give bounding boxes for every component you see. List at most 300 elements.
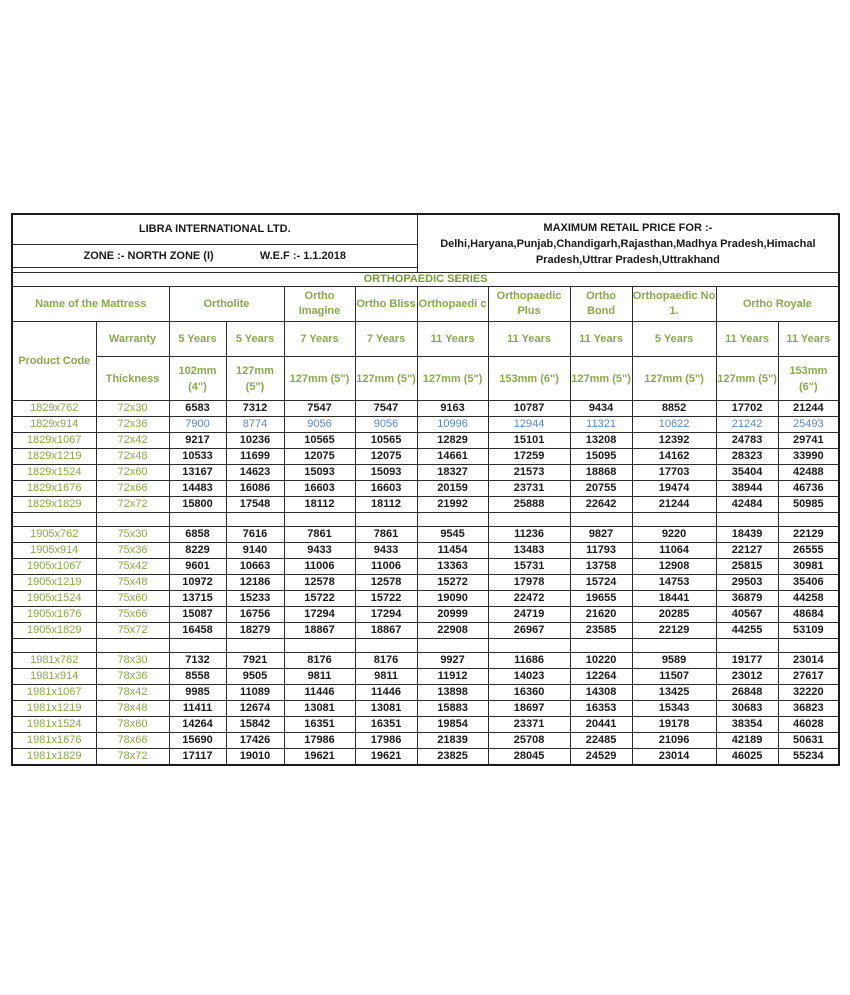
size-cell: 75x30 [96,527,169,543]
price-cell: 9056 [355,417,417,433]
table-row [12,685,839,701]
spacer-cell [716,639,778,653]
price-cell: 40567 [716,607,778,623]
price-cell: 16603 [284,481,355,497]
price-cell: 10787 [488,401,570,417]
price-cell: 20159 [417,481,488,497]
price-cell: 13081 [284,701,355,717]
price-cell: 14264 [169,717,226,733]
price-cell: 19474 [632,481,716,497]
size-cell: 72x30 [96,401,169,417]
price-cell: 17986 [284,733,355,749]
price-cell: 24529 [570,749,632,766]
price-cell: 30981 [778,559,839,575]
price-cell: 17986 [355,733,417,749]
spacer-cell [169,513,226,527]
price-cell: 7616 [226,527,284,543]
price-cell: 25708 [488,733,570,749]
price-cell: 8558 [169,669,226,685]
spacer-cell [355,639,417,653]
price-cell: 20999 [417,607,488,623]
price-cell: 25493 [778,417,839,433]
price-cell: 8852 [632,401,716,417]
price-cell: 11411 [169,701,226,717]
price-cell: 11686 [488,653,570,669]
price-cell: 16353 [570,701,632,717]
table-row [12,481,839,497]
spacer-cell [632,513,716,527]
size-cell: 72x60 [96,465,169,481]
price-cell: 9056 [284,417,355,433]
price-cell: 55234 [778,749,839,766]
price-cell: 14162 [632,449,716,465]
price-cell: 6583 [169,401,226,417]
price-cell: 18441 [632,591,716,607]
product-name: Orthopaedic No 1. [632,287,716,322]
price-cell: 20285 [632,607,716,623]
warranty-cell: 11 Years [417,322,488,357]
price-cell: 15095 [570,449,632,465]
price-cell: 13898 [417,685,488,701]
price-cell: 27617 [778,669,839,685]
size-cell: 78x60 [96,717,169,733]
zone-info [12,245,417,268]
price-cell: 13363 [417,559,488,575]
table-row [12,607,839,623]
thickness-cell: 127mm (5") [417,357,488,401]
warranty-cell: 11 Years [488,322,570,357]
price-cell: 11236 [488,527,570,543]
price-cell: 24783 [716,433,778,449]
price-cell: 23014 [778,653,839,669]
size-cell: 72x72 [96,497,169,513]
price-cell: 15731 [488,559,570,575]
size-cell: 78x36 [96,669,169,685]
price-cell: 11793 [570,543,632,559]
price-cell: 10996 [417,417,488,433]
price-cell: 12186 [226,575,284,591]
price-cell: 21096 [632,733,716,749]
price-cell: 12392 [632,433,716,449]
product-name: Ortho Bond [570,287,632,322]
price-cell: 7900 [169,417,226,433]
price-cell: 19090 [417,591,488,607]
price-cell: 17259 [488,449,570,465]
price-cell: 15093 [355,465,417,481]
price-cell: 7861 [284,527,355,543]
price-cell: 15087 [169,607,226,623]
size-cell: 75x60 [96,591,169,607]
table-row [12,653,839,669]
price-cell: 17117 [169,749,226,766]
price-cell: 25888 [488,497,570,513]
spacer-cell [488,513,570,527]
price-cell: 11699 [226,449,284,465]
price-cell: 14623 [226,465,284,481]
thickness-cell: 127mm (5") [355,357,417,401]
price-cell: 19655 [570,591,632,607]
product-name: Orthopaedic Plus [488,287,570,322]
product-name: Ortholite [169,287,284,322]
size-cell: 75x42 [96,559,169,575]
price-cell: 9433 [355,543,417,559]
product-code-cell: 1905x762 [12,527,96,543]
price-cell: 13208 [570,433,632,449]
spacer-cell [284,513,355,527]
price-cell: 22642 [570,497,632,513]
price-cell: 23825 [417,749,488,766]
price-cell: 9545 [417,527,488,543]
product-code-cell: 1981x1524 [12,717,96,733]
price-cell: 19854 [417,717,488,733]
thickness-cell: 153mm (6") [778,357,839,401]
size-cell: 78x48 [96,701,169,717]
price-cell: 26555 [778,543,839,559]
price-cell: 11446 [284,685,355,701]
price-cell: 11064 [632,543,716,559]
price-cell: 15093 [284,465,355,481]
thickness-cell: 127mm (5") [632,357,716,401]
price-cell: 22129 [778,527,839,543]
price-cell: 15724 [570,575,632,591]
price-cell: 12264 [570,669,632,685]
price-cell: 50631 [778,733,839,749]
size-cell: 72x42 [96,433,169,449]
thickness-cell: 127mm (5") [570,357,632,401]
price-cell: 18867 [284,623,355,639]
price-cell: 22127 [716,543,778,559]
price-cell: 11089 [226,685,284,701]
price-cell: 19621 [284,749,355,766]
product-code-cell: 1905x1524 [12,591,96,607]
price-cell: 13167 [169,465,226,481]
price-cell: 8176 [355,653,417,669]
price-cell: 38354 [716,717,778,733]
price-cell: 9589 [632,653,716,669]
price-cell: 17702 [716,401,778,417]
price-cell: 19621 [355,749,417,766]
price-cell: 50985 [778,497,839,513]
warranty-cell: 11 Years [716,322,778,357]
price-cell: 21244 [778,401,839,417]
spacer-cell [417,513,488,527]
price-cell: 29741 [778,433,839,449]
price-cell: 14661 [417,449,488,465]
price-cell: 9927 [417,653,488,669]
table-row [12,733,839,749]
price-cell: 17426 [226,733,284,749]
price-cell: 22908 [417,623,488,639]
price-cell: 12578 [355,575,417,591]
price-cell: 17294 [355,607,417,623]
price-cell: 22472 [488,591,570,607]
product-code-header: Product Code [12,322,96,401]
price-cell: 15883 [417,701,488,717]
price-cell: 17548 [226,497,284,513]
thickness-cell: 127mm (5") [284,357,355,401]
price-cell: 11912 [417,669,488,685]
price-cell: 42484 [716,497,778,513]
price-cell: 18867 [355,623,417,639]
table-row [12,497,839,513]
product-code-cell: 1829x1067 [12,433,96,449]
price-cell: 9811 [355,669,417,685]
price-cell: 13425 [632,685,716,701]
product-name: Ortho Royale [716,287,839,322]
price-cell: 12075 [355,449,417,465]
price-cell: 14753 [632,575,716,591]
spacer-cell [284,639,355,653]
price-cell: 7547 [284,401,355,417]
table-row [12,717,839,733]
size-cell: 72x36 [96,417,169,433]
table-row [12,559,839,575]
price-cell: 10622 [632,417,716,433]
price-cell: 11454 [417,543,488,559]
size-cell: 78x42 [96,685,169,701]
zone-label: ZONE :- NORTH ZONE (I) [83,249,214,262]
price-cell: 22129 [632,623,716,639]
price-cell: 14023 [488,669,570,685]
price-cell: 9601 [169,559,226,575]
table-row [12,669,839,685]
warranty-cell: 11 Years [570,322,632,357]
spacer-cell [169,639,226,653]
price-cell: 17978 [488,575,570,591]
price-cell: 21992 [417,497,488,513]
price-cell: 18868 [570,465,632,481]
mrp-header [417,214,839,273]
spacer-cell [570,513,632,527]
warranty-cell: 7 Years [284,322,355,357]
spacer-row [12,639,839,653]
price-cell: 30683 [716,701,778,717]
price-cell: 21573 [488,465,570,481]
price-cell: 21242 [716,417,778,433]
spacer-cell [417,639,488,653]
price-cell: 7861 [355,527,417,543]
product-code-cell: 1905x1219 [12,575,96,591]
price-cell: 8229 [169,543,226,559]
price-cell: 17703 [632,465,716,481]
price-cell: 28045 [488,749,570,766]
name-header: Name of the Mattress [12,287,169,322]
price-cell: 7312 [226,401,284,417]
price-cell: 28323 [716,449,778,465]
price-cell: 10220 [570,653,632,669]
price-cell: 18279 [226,623,284,639]
price-cell: 13715 [169,591,226,607]
spacer-cell [778,513,839,527]
size-cell: 75x72 [96,623,169,639]
product-code-cell: 1905x914 [12,543,96,559]
price-cell: 8176 [284,653,355,669]
product-code-cell: 1981x762 [12,653,96,669]
product-code-cell: 1981x914 [12,669,96,685]
price-cell: 8774 [226,417,284,433]
price-cell: 11446 [355,685,417,701]
product-code-cell: 1905x1067 [12,559,96,575]
price-cell: 44258 [778,591,839,607]
price-cell: 46736 [778,481,839,497]
price-cell: 12944 [488,417,570,433]
price-cell: 7547 [355,401,417,417]
price-cell: 23731 [488,481,570,497]
thickness-cell: 102mm (4") [169,357,226,401]
spacer-cell [778,639,839,653]
price-cell: 15690 [169,733,226,749]
size-cell: 72x66 [96,481,169,497]
spacer-cell [226,639,284,653]
price-cell: 10236 [226,433,284,449]
price-cell: 38944 [716,481,778,497]
price-cell: 11006 [284,559,355,575]
price-cell: 12674 [226,701,284,717]
price-cell: 10663 [226,559,284,575]
spacer-cell [488,639,570,653]
size-cell: 72x48 [96,449,169,465]
price-cell: 21839 [417,733,488,749]
price-cell: 7132 [169,653,226,669]
product-code-cell: 1981x1829 [12,749,96,766]
mrp-regions: Delhi,Haryana,Punjab,Chandigarh,Rajasthan,Madhya Pradesh,Himachal Pradesh,Uttrar Pradesh,Uttrakhand [440,237,816,266]
product-code-cell: 1829x1829 [12,497,96,513]
price-cell: 32220 [778,685,839,701]
product-code-cell: 1829x914 [12,417,96,433]
table-row [12,433,839,449]
table-row [12,401,839,417]
price-list-table [11,213,840,766]
price-cell: 20755 [570,481,632,497]
mrp-title: MAXIMUM RETAIL PRICE FOR :- [543,221,713,234]
price-cell: 18439 [716,527,778,543]
product-code-cell: 1829x1219 [12,449,96,465]
table-row [12,575,839,591]
price-cell: 18327 [417,465,488,481]
product-code-cell: 1905x1676 [12,607,96,623]
warranty-cell: 5 Years [226,322,284,357]
wef-label: W.E.F :- 1.1.2018 [259,249,347,262]
product-name: Ortho Imagine [284,287,355,322]
price-cell: 19010 [226,749,284,766]
price-cell: 35404 [716,465,778,481]
spacer-cell [96,513,169,527]
price-cell: 24719 [488,607,570,623]
price-cell: 16603 [355,481,417,497]
price-cell: 19177 [716,653,778,669]
warranty-cell: 5 Years [632,322,716,357]
price-cell: 12829 [417,433,488,449]
product-code-cell: 1981x1219 [12,701,96,717]
price-cell: 10972 [169,575,226,591]
spacer-cell [632,639,716,653]
price-cell: 15722 [355,591,417,607]
price-cell: 23585 [570,623,632,639]
price-cell: 26848 [716,685,778,701]
price-cell: 16351 [355,717,417,733]
price-cell: 11006 [355,559,417,575]
spacer-cell [716,513,778,527]
price-cell: 46028 [778,717,839,733]
price-cell: 9811 [284,669,355,685]
price-cell: 12908 [632,559,716,575]
price-cell: 16086 [226,481,284,497]
price-cell: 15800 [169,497,226,513]
price-cell: 46025 [716,749,778,766]
price-cell: 10565 [355,433,417,449]
price-cell: 29503 [716,575,778,591]
product-code-cell: 1905x1829 [12,623,96,639]
table-row [12,449,839,465]
table-row [12,527,839,543]
product-name: Ortho Bliss [355,287,417,322]
spacer-cell [12,639,96,653]
size-cell: 75x36 [96,543,169,559]
company-name: LIBRA INTERNATIONAL LTD. [12,214,417,245]
price-cell: 23371 [488,717,570,733]
table-row [12,701,839,717]
price-cell: 14483 [169,481,226,497]
table-row [12,543,839,559]
thickness-header: Thickness [96,357,169,401]
spacer-cell [226,513,284,527]
price-cell: 20441 [570,717,632,733]
price-cell: 42189 [716,733,778,749]
price-cell: 17294 [284,607,355,623]
price-cell: 6858 [169,527,226,543]
price-cell: 15343 [632,701,716,717]
spacer-cell [570,639,632,653]
warranty-cell: 5 Years [169,322,226,357]
price-cell: 11321 [570,417,632,433]
price-cell: 48684 [778,607,839,623]
price-cell: 9434 [570,401,632,417]
product-code-cell: 1829x1524 [12,465,96,481]
thickness-cell: 153mm (6") [488,357,570,401]
price-cell: 14308 [570,685,632,701]
warranty-cell: 11 Years [778,322,839,357]
price-cell: 44255 [716,623,778,639]
thickness-cell: 127mm (5") [226,357,284,401]
price-cell: 15842 [226,717,284,733]
price-cell: 18112 [284,497,355,513]
spacer-cell [12,513,96,527]
spacer-row [12,513,839,527]
price-cell: 13758 [570,559,632,575]
price-cell: 15101 [488,433,570,449]
price-cell: 33990 [778,449,839,465]
table-row [12,749,839,766]
size-cell: 78x72 [96,749,169,766]
price-cell: 12075 [284,449,355,465]
price-cell: 9433 [284,543,355,559]
spacer-cell [96,639,169,653]
price-cell: 9985 [169,685,226,701]
size-cell: 78x66 [96,733,169,749]
price-cell: 9140 [226,543,284,559]
price-cell: 12578 [284,575,355,591]
warranty-cell: 7 Years [355,322,417,357]
product-code-cell: 1981x1067 [12,685,96,701]
series-title: ORTHOPAEDIC SERIES [12,273,839,287]
price-cell: 25815 [716,559,778,575]
size-cell: 75x48 [96,575,169,591]
price-cell: 11507 [632,669,716,685]
price-cell: 9220 [632,527,716,543]
price-cell: 23012 [716,669,778,685]
price-cell: 42488 [778,465,839,481]
price-cell: 10533 [169,449,226,465]
